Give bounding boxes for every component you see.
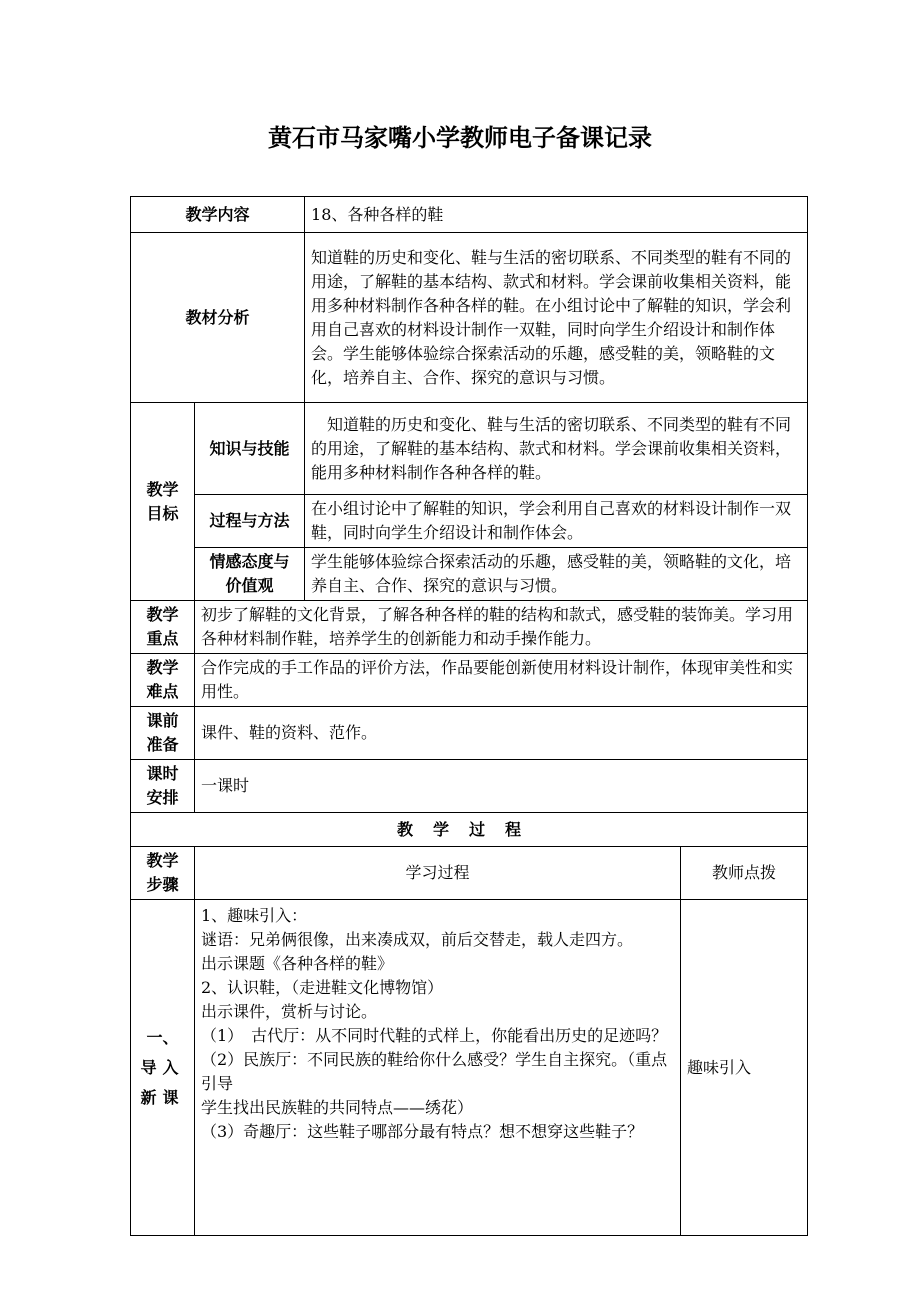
- step1-line: 学生找出民族鞋的共同特点——绣花）: [201, 1098, 474, 1117]
- row-goal-emotion: [131, 548, 808, 601]
- step1-label-line1: 一、: [146, 1027, 179, 1047]
- schedule-label: 课时安排: [131, 760, 195, 813]
- row-content: [131, 197, 808, 233]
- emotion-label: [195, 548, 305, 601]
- process-label: 过程与方法: [195, 495, 305, 548]
- row-preparation: [131, 707, 808, 760]
- page-title: 黄石市马家嘴小学教师电子备课记录: [268, 124, 652, 152]
- step1-label-line2: 导入: [140, 1057, 185, 1077]
- row-process-header: [131, 813, 808, 847]
- process-value: 在小组讨论中了解鞋的知识，学会利用自己喜欢的材料设计制作一双鞋，同时向学生介绍设计和制作体会。: [305, 495, 808, 548]
- emotion-label-line1: 情感态度与: [209, 552, 290, 571]
- schedule-value: 一课时: [195, 760, 808, 813]
- emotion-label-line2: 价值观: [225, 576, 274, 595]
- goals-label-text: 教学目标: [146, 479, 179, 523]
- step1-line: （1） 古代厅：从不同时代鞋的式样上，你能看出历史的足迹吗？: [201, 1026, 668, 1045]
- step-column-header: 教学步骤: [131, 847, 195, 900]
- step1-teacher: 趣味引入: [681, 900, 808, 1236]
- analysis-value: 知道鞋的历史和变化、鞋与生活的密切联系、不同类型的鞋有不同的用途，了解鞋的基本结构、款式和材料。学会课前收集相关资料，能用多种材料制作各种各样的鞋。在小组讨论中了解鞋的知识，学会利用自己喜欢的材料设计制作一双鞋，同时向学生介绍设计和制作体会。学生能够体验综合探索活动的乐趣，感受鞋的美，领略鞋的文化，培养自主、合作、探究的意识与习惯。: [305, 233, 808, 403]
- row-schedule: [131, 760, 808, 813]
- knowledge-value: 知道鞋的历史和变化、鞋与生活的密切联系、不同类型的鞋有不同的用途，了解鞋的基本结构、款式和材料。学会课前收集相关资料，能用多种材料制作各种各样的鞋。: [305, 403, 808, 495]
- lesson-plan-table: [130, 196, 808, 1236]
- process-header: 教学过程: [131, 813, 808, 847]
- step1-line: 2、认识鞋，（走进鞋文化博物馆）: [201, 978, 444, 997]
- difficulties-label: 教学难点: [131, 654, 195, 707]
- preparation-value: 课件、鞋的资料、范作。: [195, 707, 808, 760]
- step1-line: （3）奇趣厅：这些鞋子哪部分最有特点？想不想穿这些鞋子？: [201, 1122, 644, 1141]
- row-goal-knowledge: [131, 403, 808, 495]
- emotion-value: 学生能够体验综合探索活动的乐趣，感受鞋的美，领略鞋的文化，培养自主、合作、探究的意识与习惯。: [305, 548, 808, 601]
- step1-label: [131, 900, 195, 1236]
- learning-column-header: 学习过程: [195, 847, 681, 900]
- row-difficulties: [131, 654, 808, 707]
- goals-label: [131, 403, 195, 601]
- row-analysis: [131, 233, 808, 403]
- row-process-columns: [131, 847, 808, 900]
- preparation-label: 课前准备: [131, 707, 195, 760]
- row-step1: [131, 900, 808, 1236]
- step1-line: 谜语：兄弟俩很像，出来凑成双，前后交替走，载人走四方。: [201, 930, 634, 949]
- analysis-label: 教材分析: [131, 233, 305, 403]
- step1-line: 出示课件，赏析与讨论。: [201, 1002, 378, 1021]
- step1-line: 出示课题《各种各样的鞋》: [201, 954, 394, 973]
- step1-learning: [195, 900, 681, 1236]
- difficulties-value: 合作完成的手工作品的评价方法，作品要能创新使用材料设计制作，体现审美性和实用性。: [195, 654, 808, 707]
- step1-line: 1、趣味引入：: [201, 906, 308, 925]
- knowledge-label: 知识与技能: [195, 403, 305, 495]
- step1-label-line3: 新课: [140, 1087, 185, 1107]
- row-key-points: [131, 601, 808, 654]
- row-goal-process: [131, 495, 808, 548]
- teacher-column-header: 教师点拨: [681, 847, 808, 900]
- key-points-label: 教学重点: [131, 601, 195, 654]
- step1-line: （2）民族厅：不同民族的鞋给你什么感受？学生自主探究。（重点引导: [201, 1050, 668, 1093]
- key-points-value: 初步了解鞋的文化背景，了解各种各样的鞋的结构和款式，感受鞋的装饰美。学习用各种材料制作鞋，培养学生的创新能力和动手操作能力。: [195, 601, 808, 654]
- content-label: 教学内容: [131, 197, 305, 233]
- content-value: 18、各种各样的鞋: [305, 197, 808, 233]
